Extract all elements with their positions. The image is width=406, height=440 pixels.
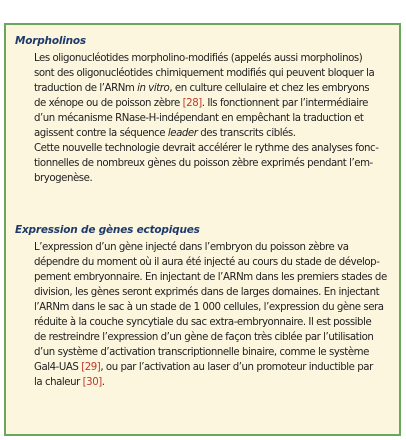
reference-link[interactable]: [30] bbox=[82, 377, 102, 388]
text-line: Gal4-UAS [29], ou par l’activation au laser d’un promoteur inductible par bbox=[34, 362, 373, 373]
text-line: réduite à la couche syncytiale du sac extra-embryonnaire. Il est possible bbox=[34, 317, 372, 328]
text-line: sont des oligonucléotides chimiquement modifiés qui peuvent bloquer la bbox=[34, 68, 375, 79]
text-line: d’un système d’activation transcriptionnelle binaire, comme le système bbox=[34, 347, 369, 358]
text-line: pement embryonnaire. En injectant de l’ARNm dans les premiers stades de bbox=[34, 272, 387, 283]
text-line: tionnelles de nombreux gènes du poisson zèbre exprimés pendant l’em- bbox=[34, 158, 373, 169]
text-line: bryogenèse. bbox=[34, 173, 93, 184]
italic-term: in vitro bbox=[137, 83, 170, 94]
reference-link[interactable]: [29] bbox=[81, 362, 101, 373]
text-line: la chaleur [30]. bbox=[34, 377, 105, 388]
text-line: Les oligonucléotides morpholino-modifiés (appelés aussi morpholinos) bbox=[34, 53, 363, 64]
reference-link[interactable]: [28] bbox=[182, 98, 202, 109]
text-line: L’expression d’un gène injecté dans l’embryon du poisson zèbre va bbox=[34, 242, 349, 253]
section-heading: Morpholinos bbox=[15, 35, 86, 47]
italic-term: leader bbox=[167, 128, 198, 139]
text-line: Cette nouvelle technologie devrait accélérer le rythme des analyses fonc- bbox=[34, 143, 379, 154]
text-line: d’un mécanisme RNase-H-indépendant en empêchant la traduction et bbox=[34, 113, 364, 124]
text-line: l’ARNm dans le sac à un stade de 1 000 cellules, l’expression du gène sera bbox=[34, 302, 384, 313]
text-line: de xénope ou de poisson zèbre [28]. Ils fonctionnent par l’intermédiaire bbox=[34, 98, 368, 109]
info-box bbox=[4, 23, 401, 436]
text-line: de restreindre l’expression d’un gène de façon très ciblée par l’utilisation bbox=[34, 332, 374, 343]
text-line: agissent contre la séquence leader des transcrits ciblés. bbox=[34, 128, 296, 139]
section-heading: Expression de gènes ectopiques bbox=[15, 224, 200, 236]
text-line: traduction de l’ARNm in vitro, en culture cellulaire et chez les embryons bbox=[34, 83, 370, 94]
text-line: division, les gènes seront exprimés dans de larges domaines. En injectant bbox=[34, 287, 380, 298]
text-line: dépendre du moment où il aura été injecté au cours du stade de dévelop- bbox=[34, 257, 380, 268]
